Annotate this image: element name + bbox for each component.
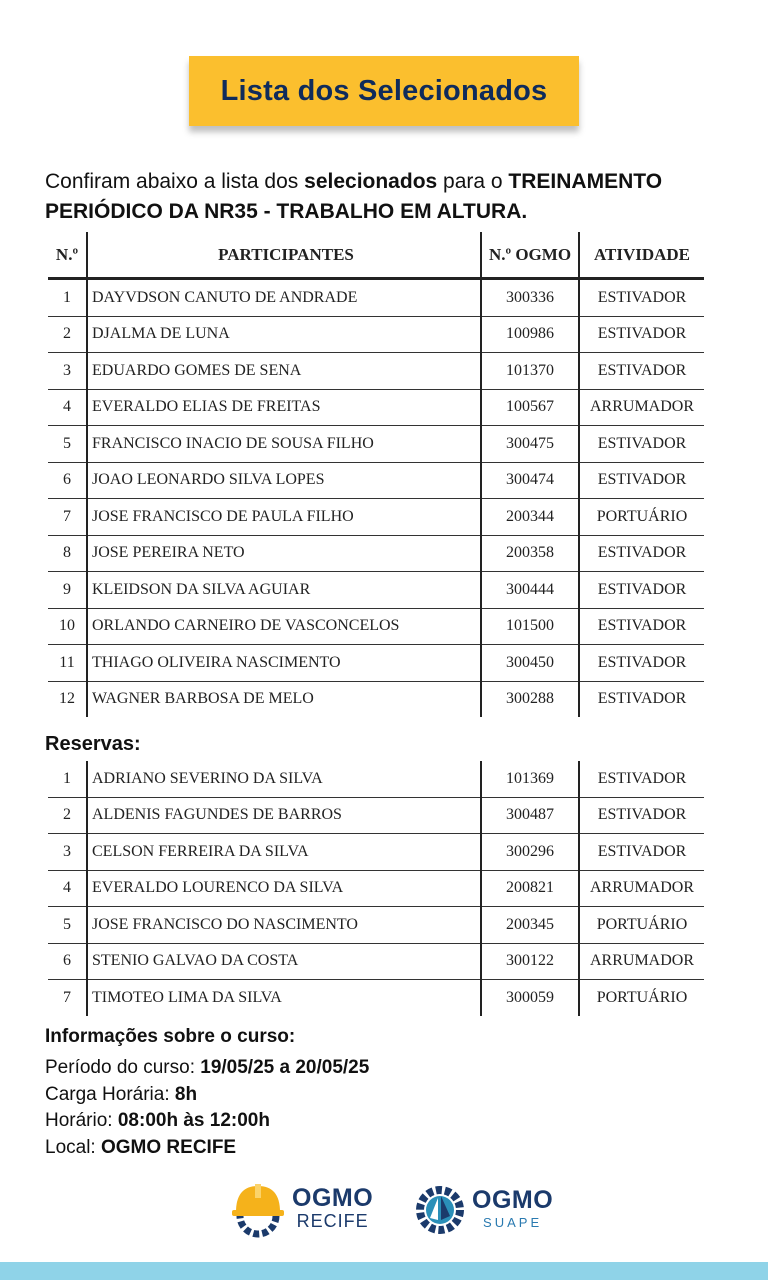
hard-hat-gear-icon [230,1178,286,1238]
selected-table [48,232,704,717]
table-row [48,608,704,645]
participant-name: DJALMA DE LUNA [87,316,481,353]
activity: ARRUMADOR [579,943,704,980]
ogmo-number: 300122 [481,943,579,980]
participant-name: STENIO GALVAO DA COSTA [87,943,481,980]
suape-logo-sub: SUAPE [483,1215,543,1230]
intro-text [45,167,735,227]
row-number: 6 [48,943,87,980]
row-number: 3 [48,834,87,871]
ogmo-number: 101370 [481,353,579,390]
table-row [48,535,704,572]
period-label: Período do curso: [45,1057,201,1078]
row-number: 3 [48,353,87,390]
participant-name: ORLANDO CARNEIRO DE VASCONCELOS [87,608,481,645]
ogmo-number: 100986 [481,316,579,353]
place-line [45,1135,369,1162]
row-number: 4 [48,389,87,426]
activity: PORTUÁRIO [579,980,704,1016]
recife-logo-sub: RECIFE [296,1211,369,1231]
activity: ARRUMADOR [579,389,704,426]
intro-part2: para o [437,170,509,193]
ogmo-number: 200344 [481,499,579,536]
ogmo-number: 300059 [481,980,579,1016]
activity: ESTIVADOR [579,462,704,499]
ogmo-number: 300288 [481,681,579,717]
participant-name: WAGNER BARBOSA DE MELO [87,681,481,717]
participant-name: DAYVDSON CANUTO DE ANDRADE [87,279,481,317]
ogmo-number: 101369 [481,761,579,797]
intro-bold1: selecionados [304,170,438,193]
participant-name: KLEIDSON DA SILVA AGUIAR [87,572,481,609]
activity: ESTIVADOR [579,645,704,682]
table-row [48,572,704,609]
participant-name: ADRIANO SEVERINO DA SILVA [87,761,481,797]
ogmo-number: 300336 [481,279,579,317]
activity: ESTIVADOR [579,535,704,572]
row-number: 6 [48,462,87,499]
table-row [48,426,704,463]
row-number: 2 [48,316,87,353]
ogmo-number: 300296 [481,834,579,871]
row-number: 7 [48,499,87,536]
header-activity: ATIVIDADE [579,232,704,279]
activity: ESTIVADOR [579,279,704,317]
row-number: 8 [48,535,87,572]
table-row [48,761,704,797]
activity: PORTUÁRIO [579,499,704,536]
ogmo-number: 200821 [481,870,579,907]
row-number: 5 [48,907,87,944]
ogmo-recife-logo [230,1178,373,1238]
recife-logo-name: OGMO [292,1184,374,1212]
ogmo-number: 300474 [481,462,579,499]
activity: ARRUMADOR [579,870,704,907]
time-line [45,1108,369,1135]
table-row [48,907,704,944]
row-number: 7 [63,988,71,1006]
title-banner [189,56,579,126]
table-row [48,499,704,536]
row-number: 9 [48,572,87,609]
ogmo-number: 300444 [481,572,579,609]
time-label: Horário: [45,1110,118,1131]
period-line [45,1055,369,1082]
ogmo-number: 200358 [481,535,579,572]
table-row [48,279,704,317]
activity: ESTIVADOR [579,316,704,353]
activity: ESTIVADOR [579,426,704,463]
activity: ESTIVADOR [579,761,704,797]
reserves-title: Reservas: [45,733,141,755]
table-row [48,980,704,1016]
table-row [48,834,704,871]
table-row [48,645,704,682]
table-row [48,353,704,390]
row-number: 12 [59,690,75,708]
hours-label: Carga Horária: [45,1083,175,1105]
table-row [48,870,704,907]
ogmo-suape-logo [414,1184,553,1236]
activity: ESTIVADOR [579,572,704,609]
suape-logo-name: OGMO [472,1186,554,1214]
place-label: Local: [45,1136,101,1158]
participant-name: JOSE PEREIRA NETO [87,535,481,572]
hours-value: 8h [174,1083,198,1105]
activity: PORTUÁRIO [579,907,704,944]
ogmo-number: 101500 [481,608,579,645]
time-value: 08:00h às 12:00h [117,1110,270,1131]
page-title: Lista dos Selecionados [220,74,548,107]
participant-name: EVERALDO LOURENCO DA SILVA [87,870,481,907]
participant-name: JOSE FRANCISCO DE PAULA FILHO [87,499,481,536]
row-number: 1 [48,761,87,797]
gear-ship-icon [414,1184,466,1236]
table-row [48,389,704,426]
activity: ESTIVADOR [579,681,704,717]
activity: ESTIVADOR [579,608,704,645]
logos-row [0,1178,768,1240]
intro-part1: Confiram abaixo a lista dos [45,170,305,193]
participant-name: FRANCISCO INACIO DE SOUSA FILHO [87,426,481,463]
ogmo-number: 300450 [481,645,579,682]
course-info [45,1055,369,1161]
row-number: 1 [48,279,87,317]
participant-name: JOSE FRANCISCO DO NASCIMENTO [87,907,481,944]
row-number: 4 [48,870,87,907]
activity: ESTIVADOR [579,353,704,390]
header-number: N.º [48,232,87,279]
ogmo-number: 300475 [481,426,579,463]
table-row [48,681,704,717]
table-header-row [48,232,704,279]
table-row [48,462,704,499]
table-row [48,797,704,834]
participant-name: CELSON FERREIRA DA SILVA [87,834,481,871]
reserves-table [48,761,704,1016]
participant-name: JOAO LEONARDO SILVA LOPES [87,462,481,499]
header-ogmo: N.º OGMO [481,232,579,279]
participant-name: EDUARDO GOMES DE SENA [87,353,481,390]
hours-line [45,1082,369,1109]
period-value: 19/05/25 a 20/05/25 [200,1057,370,1078]
activity: ESTIVADOR [579,797,704,834]
course-info-title: Informações sobre o curso: [45,1026,296,1047]
row-number: 2 [48,797,87,834]
place-value: OGMO RECIFE [100,1136,237,1158]
ogmo-number: 300487 [481,797,579,834]
intro-bold2: TREINAMENTO PERIÓDICO DA NR35 - TRABALHO EM ALTURA. [45,170,663,223]
row-number: 10 [48,608,87,645]
header-participants: PARTICIPANTES [87,232,481,279]
participant-name: TIMOTEO LIMA DA SILVA [87,980,481,1016]
ogmo-number: 100567 [481,389,579,426]
table-row [48,316,704,353]
row-number: 11 [48,645,87,682]
ogmo-number: 200345 [481,907,579,944]
participant-name: EVERALDO ELIAS DE FREITAS [87,389,481,426]
footer-bar [0,1262,768,1280]
participant-name: THIAGO OLIVEIRA NASCIMENTO [87,645,481,682]
participant-name: ALDENIS FAGUNDES DE BARROS [87,797,481,834]
activity: ESTIVADOR [579,834,704,871]
table-row [48,943,704,980]
row-number: 5 [48,426,87,463]
